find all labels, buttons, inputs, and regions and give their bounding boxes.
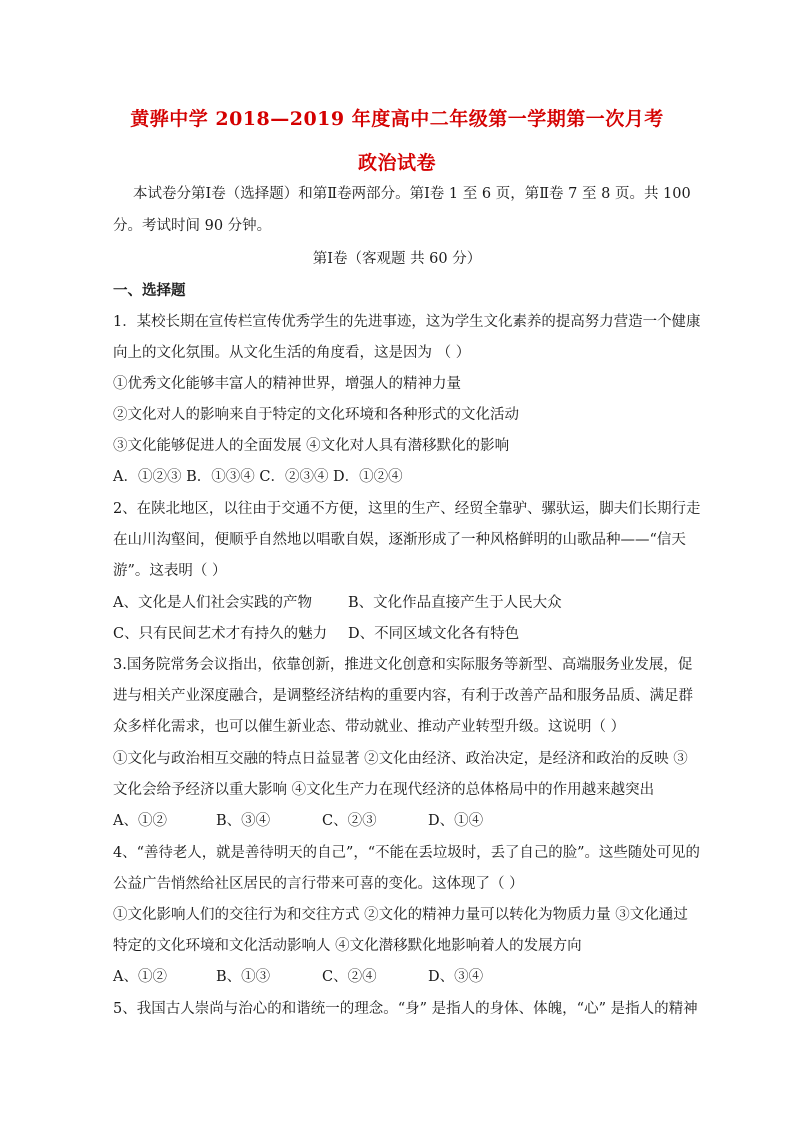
- q2-line-3: 游”。这表明（ ）: [113, 563, 227, 579]
- section-heading: 第Ⅰ卷（客观题 共 60 分）: [312, 251, 482, 267]
- q4-option-c: C、②④: [322, 969, 377, 985]
- q3-line-3: 众多样化需求，也可以催生新业态、带动就业、推动产业转型升级。这说明（ ）: [113, 719, 626, 735]
- q2-line-1: 2、在陕北地区，以往由于交通不方便，这里的生产、经贸全靠驴、骡驮运，脚夫们长期行走: [113, 501, 701, 517]
- intro-line-1: 本试卷分第Ⅰ卷（选择题）和第Ⅱ卷两部分。第Ⅰ卷 1 至 6 页，第Ⅱ卷 7 至 8 页。共 100: [133, 186, 691, 202]
- q1-line-1: 1．某校长期在宣传栏宣传优秀学生的先进事迹，这为学生文化素养的提高努力营造一个健康: [113, 314, 701, 330]
- q1-item-2: ②文化对人的影响来自于特定的文化环境和各种形式的文化活动: [113, 407, 519, 423]
- q2-option-a: A、文化是人们社会实践的产物: [113, 595, 312, 611]
- q3-item-2: 文化会给予经济以重大影响 ④文化生产力在现代经济的总体格局中的作用越来越突出: [113, 782, 655, 798]
- q3-line-1: 3.国务院常务会议指出，依靠创新，推进文化创意和实际服务等新型、高端服务业发展，促: [113, 657, 693, 673]
- q4-item-2: 特定的文化环境和文化活动影响人 ④文化潜移默化地影响着人的发展方向: [113, 938, 582, 954]
- q4-line-1: 4、“善待老人，就是善待明天的自己”，“不能在丢垃圾时，丢了自己的脸”。这些随处可见的: [113, 845, 700, 861]
- q2-option-b: B、文化作品直接产生于人民大众: [348, 595, 562, 611]
- part-heading: 一、选择题: [113, 282, 186, 299]
- q3-option-b: B、③④: [216, 813, 271, 829]
- exam-subtitle: 政治试卷: [357, 152, 436, 174]
- q3-option-d: D、①④: [428, 813, 484, 829]
- exam-title: 黄骅中学 2018—2019 年度高中二年级第一学期第一次月考: [130, 108, 664, 130]
- q1-options: A．①②③ B．①③④ C．②③④ D．①②④: [113, 469, 403, 485]
- q2-option-c: C、只有民间艺术才有持久的魅力: [113, 626, 328, 642]
- q4-option-d: D、③④: [428, 969, 484, 985]
- q1-item-1: ①优秀文化能够丰富人的精神世界，增强人的精神力量: [113, 376, 461, 392]
- q4-line-2: 公益广告悄然给社区居民的言行带来可喜的变化。这体现了（ ）: [113, 876, 524, 892]
- q2-option-d: D、不同区域文化各有特色: [348, 626, 520, 642]
- q1-item-3: ③文化能够促进人的全面发展 ④文化对人具有潜移默化的影响: [113, 438, 510, 454]
- q2-line-2: 在山川沟壑间，便顺乎自然地以唱歌自娱，逐渐形成了一种风格鲜明的山歌品种——“信天: [113, 532, 686, 548]
- q3-item-1: ①文化与政治相互交融的特点日益显著 ②文化由经济、政治决定，是经济和政治的反映 ③: [113, 751, 688, 767]
- q4-item-1: ①文化影响人们的交往行为和交往方式 ②文化的精神力量可以转化为物质力量 ③文化通过: [113, 907, 688, 923]
- q3-option-a: A、①②: [113, 813, 167, 829]
- q1-line-2: 向上的文化氛围。从文化生活的角度看，这是因为 （ ）: [113, 345, 471, 361]
- q3-line-2: 进与相关产业深度融合，是调整经济结构的重要内容，有利于改善产品和服务品质、满足群: [113, 688, 693, 704]
- q4-option-b: B、①③: [216, 969, 271, 985]
- q5-line-1: 5、我国古人崇尚与治心的和谐统一的理念。“身” 是指人的身体、体魄，“心” 是指人的精神: [113, 1001, 698, 1017]
- q4-option-a: A、①②: [113, 969, 167, 985]
- intro-line-2: 分。考试时间 90 分钟。: [113, 218, 272, 234]
- q3-option-c: C、②③: [322, 813, 377, 829]
